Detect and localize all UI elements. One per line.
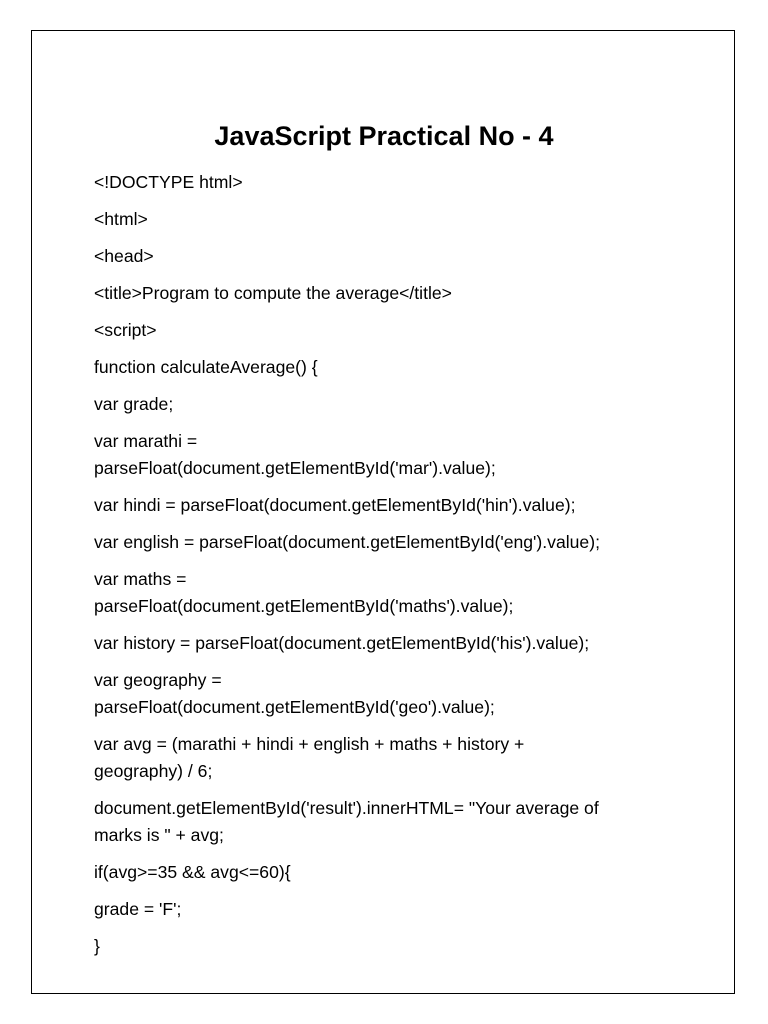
code-line: if(avg>=35 && avg<=60){	[94, 862, 291, 882]
code-line: <html>	[94, 209, 148, 229]
code-line: var english = parseFloat(document.getElementById('eng').value);	[94, 532, 600, 552]
document-title: JavaScript Practical No - 4	[214, 121, 554, 151]
code-line: <!DOCTYPE html>	[94, 172, 243, 192]
code-line: var grade;	[94, 394, 174, 414]
code-line: var avg = (marathi + hindi + english + maths + history + geography) / 6;	[94, 734, 525, 781]
document-page	[31, 30, 735, 994]
code-line: <title>Program to compute the average</title>	[94, 283, 452, 303]
code-line: var maths = parseFloat(document.getElementById('maths').value);	[94, 569, 514, 616]
code-line: document.getElementById('result').innerHTML= "Your average of marks is " + avg;	[94, 798, 599, 845]
code-line: function calculateAverage() {	[94, 357, 318, 377]
code-line: <head>	[94, 246, 154, 266]
code-line: <script>	[94, 320, 157, 340]
code-line: }	[94, 936, 100, 956]
code-line: grade = 'F';	[94, 899, 182, 919]
code-line: var marathi = parseFloat(document.getElementById('mar').value);	[94, 431, 496, 478]
code-line: var hindi = parseFloat(document.getElementById('hin').value);	[94, 495, 576, 515]
code-line: var history = parseFloat(document.getElementById('his').value);	[94, 633, 590, 653]
code-line: var geography = parseFloat(document.getElementById('geo').value);	[94, 670, 495, 717]
code-listing	[94, 169, 704, 970]
